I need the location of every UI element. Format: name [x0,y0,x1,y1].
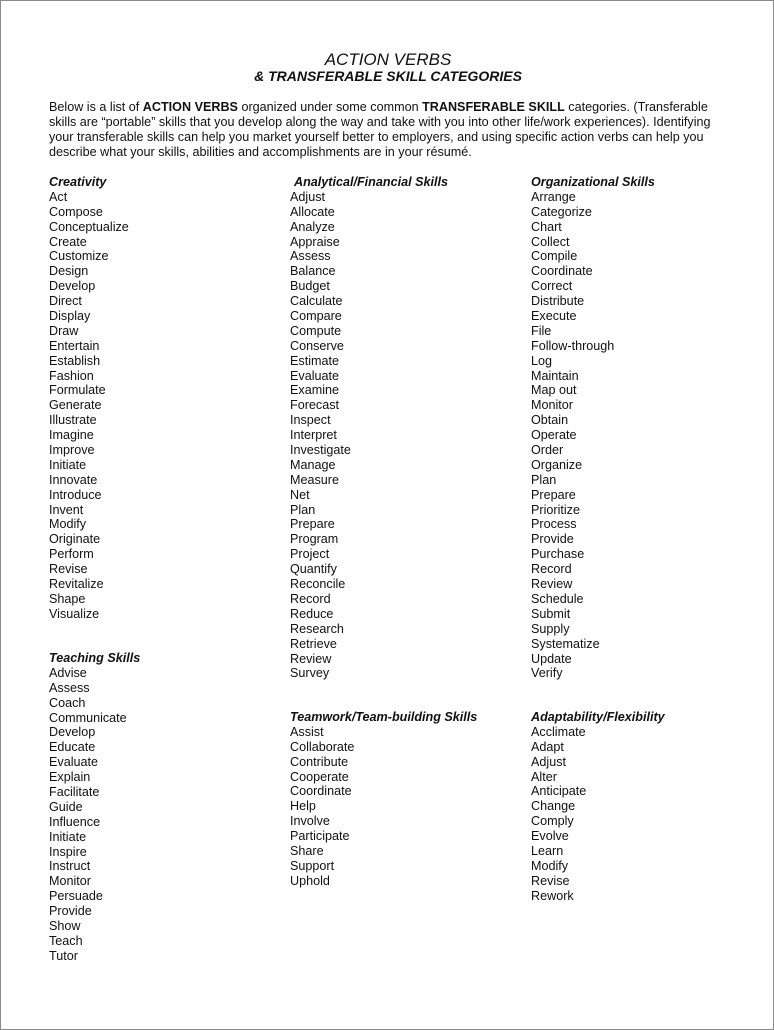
verb-item: Comply [531,814,574,829]
verb-item: Compare [290,309,342,324]
verb-item: Teach [49,933,83,948]
verb-item: Entertain [49,338,100,353]
verb-item: Compile [531,249,578,264]
verb-item: Prepare [290,517,335,532]
verb-item: Categorize [531,204,592,219]
page-title: ACTION VERBS [324,50,452,69]
verb-item: Modify [49,517,87,532]
verb-item: Project [290,547,330,562]
verb-item: Collaborate [290,739,355,754]
verb-item: Collect [531,234,570,249]
verb-item: Involve [290,814,330,829]
verb-item: Interpret [290,428,337,443]
verb-item: Introduce [49,487,102,502]
verb-item: Allocate [290,204,335,219]
verb-item: Update [531,651,572,666]
section-adaptability-flexibility [531,710,665,904]
verb-item: Perform [49,547,94,562]
verb-item: Provide [49,904,92,919]
verb-item: Visualize [49,606,100,621]
verb-item: Advise [49,665,87,680]
verb-item: Change [531,799,576,814]
verb-item: Schedule [531,591,584,606]
verb-item: Revitalize [49,577,104,592]
verb-item: Maintain [531,368,579,383]
verb-item: Process [531,517,577,532]
verb-list [290,190,448,681]
verb-item: Establish [49,353,101,368]
verb-item: Generate [49,398,102,413]
verb-item: Develop [49,279,96,294]
verb-item: Compose [49,204,103,219]
verb-item: Help [290,799,316,814]
verb-item: Map out [531,383,577,398]
verb-item: Forecast [290,398,339,413]
section-teaching-skills [49,651,140,964]
verb-item: Educate [49,740,96,755]
verb-item: Monitor [49,874,91,889]
verb-item: Share [290,844,324,859]
verb-list [531,190,655,681]
verb-item: Coordinate [531,264,593,279]
verb-item: Revise [531,873,570,888]
verb-item: Develop [49,725,96,740]
section-heading: Teamwork/Team-building Skills [290,710,478,724]
section-heading: Analytical/Financial Skills [294,175,448,189]
verb-item: Display [49,309,91,324]
section-heading: Creativity [49,175,107,189]
verb-item: Record [531,562,572,577]
verb-item: Modify [531,858,569,873]
verb-item: Arrange [531,189,576,204]
verb-item: Innovate [49,472,98,487]
section-analytical-financial-skills [290,175,448,681]
verb-item: Submit [531,606,571,621]
verb-item: Execute [531,309,577,324]
section-heading: Organizational Skills [531,175,655,189]
verb-item: Reduce [290,606,334,621]
verb-item: Revise [49,562,88,577]
verb-item: Plan [290,502,316,517]
verb-item: Research [290,621,344,636]
verb-item: Supply [531,621,570,636]
verb-item: Support [290,858,335,873]
verb-item: Design [49,264,89,279]
verb-item: Alter [531,769,557,784]
verb-item: Assist [290,724,324,739]
verb-item: Provide [531,532,574,547]
verb-item: Show [49,919,81,934]
verb-item: Evaluate [290,368,340,383]
verb-item: Coach [49,695,86,710]
verb-list [49,190,129,622]
verb-item: Improve [49,443,95,458]
verb-item: Monitor [531,398,573,413]
verb-item: Examine [290,383,339,398]
verb-item: Obtain [531,413,569,428]
verb-item: Persuade [49,889,103,904]
intro-paragraph [49,100,729,160]
verb-item: Draw [49,323,79,338]
verb-item: Imagine [49,428,94,443]
verb-item: Program [290,532,339,547]
verb-item: Contribute [290,754,349,769]
verb-item: Systematize [531,636,600,651]
verb-item: Initiate [49,829,87,844]
verb-item: Anticipate [531,784,587,799]
verb-item: Illustrate [49,413,97,428]
verb-item: Log [531,353,553,368]
verb-item: Retrieve [290,636,337,651]
verb-item: Reconcile [290,577,346,592]
verb-item: Adjust [531,754,567,769]
verb-item: Balance [290,264,336,279]
verb-item: Invent [49,502,84,517]
verb-item: Quantify [290,562,337,577]
verb-item: Adapt [531,739,564,754]
verb-item: Evaluate [49,755,99,770]
section-heading: Adaptability/Flexibility [531,710,665,724]
intro-text-2: organized under some common [237,100,423,114]
verb-item: Communicate [49,710,127,725]
verb-item: Cooperate [290,769,349,784]
verb-item: Instruct [49,859,91,874]
verb-item: Record [290,591,331,606]
verb-item: Shape [49,591,86,606]
verb-item: Investigate [290,443,351,458]
section-creativity [49,175,129,622]
verb-item: Act [49,189,68,204]
verb-item: Learn [531,844,564,859]
verb-item: Net [290,487,310,502]
verb-item: Coordinate [290,784,352,799]
verb-item: Formulate [49,383,106,398]
verb-item: Evolve [531,829,569,844]
verb-item: Prioritize [531,502,580,517]
verb-item: Explain [49,770,91,785]
verb-item: Create [49,234,87,249]
verb-item: Participate [290,829,350,844]
verb-item: Initiate [49,457,87,472]
verb-item: Purchase [531,547,585,562]
intro-bold-transferable-skill: TRANSFERABLE SKILL [422,100,565,114]
verb-item: Order [531,443,564,458]
verb-list [290,725,477,889]
intro-text-3: categories. (Transferable skills are “portable” skills that you develop along the way and take with you into other life/work experiences). Identifying your transferable skills can help you market yourself better to employers, and using specific action verbs can help you describe what your skills, abilities and accomplishments are in your résumé. [49,100,711,159]
verb-item: Inspire [49,844,87,859]
verb-item: Adjust [290,189,326,204]
verb-item: Estimate [290,353,339,368]
verb-item: Tutor [49,948,78,963]
verb-item: Review [531,577,573,592]
verb-item: Guide [49,799,83,814]
section-heading: Teaching Skills [49,651,141,665]
verb-item: Conserve [290,338,344,353]
verb-list [531,725,665,904]
section-teamwork-skills [290,710,477,889]
verb-item: Inspect [290,413,331,428]
verb-item: Distribute [531,294,585,309]
verb-item: Fashion [49,368,94,383]
verb-item: Assess [49,680,90,695]
verb-item: Uphold [290,873,330,888]
verb-item: Operate [531,428,577,443]
verb-item: Facilitate [49,785,100,800]
verb-list [49,666,140,964]
verb-item: Direct [49,294,82,309]
verb-item: Review [290,651,332,666]
verb-item: Conceptualize [49,219,129,234]
intro-bold-action-verbs: ACTION VERBS [142,100,238,114]
verb-item: Measure [290,472,339,487]
verb-item: Customize [49,249,109,264]
verb-item: Chart [531,219,562,234]
verb-item: Calculate [290,294,343,309]
page-subtitle: & TRANSFERABLE SKILL CATEGORIES [254,68,522,84]
verb-item: Budget [290,279,330,294]
verb-item: Organize [531,457,583,472]
verb-item: Analyze [290,219,335,234]
verb-item: Manage [290,457,336,472]
verb-item: Follow-through [531,338,615,353]
verb-item: Rework [531,888,574,903]
section-organizational-skills [531,175,655,681]
verb-item: Influence [49,814,101,829]
verb-item: Compute [290,323,342,338]
verb-item: Plan [531,472,557,487]
verb-item: Assess [290,249,331,264]
verb-item: Originate [49,532,101,547]
verb-item: Acclimate [531,724,586,739]
verb-item: Appraise [290,234,340,249]
verb-item: Prepare [531,487,576,502]
verb-item: Verify [531,666,563,681]
verb-item: Correct [531,279,573,294]
verb-item: Survey [290,666,330,681]
intro-text-1: Below is a list of [49,100,143,114]
verb-item: File [531,323,552,338]
